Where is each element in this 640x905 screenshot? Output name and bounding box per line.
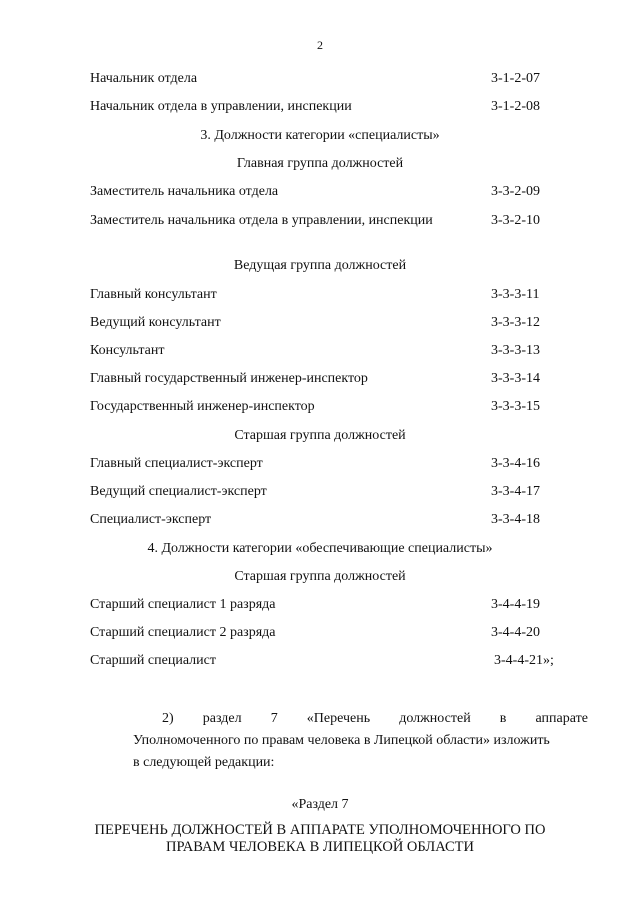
position-name: Заместитель начальника отдела в управлении, инспекции [90,213,433,228]
paragraph-word: 2) [162,711,174,726]
position-code: 3-4-4-21»; [494,653,554,668]
paragraph-line: Уполномоченного по правам человека в Липецкой области» изложить [133,733,550,748]
position-code: 3-4-4-20 [491,625,540,640]
position-code: 3-4-4-19 [491,597,540,612]
group-heading: Главная группа должностей [236,156,404,171]
position-code: 3-3-4-17 [491,484,540,499]
position-name: Главный специалист-эксперт [90,456,263,471]
section-title: ПРАВАМ ЧЕЛОВЕКА В ЛИПЕЦКОЙ ОБЛАСТИ [166,839,474,855]
section-heading: 3. Должности категории «специалисты» [200,128,440,143]
section-title: ПЕРЕЧЕНЬ ДОЛЖНОСТЕЙ В АППАРАТЕ УПОЛНОМОЧЕННОГО ПО [94,822,546,838]
position-name: Старший специалист 2 разряда [90,625,276,640]
position-name: Старший специалист 1 разряда [90,597,276,612]
position-name: Главный государственный инженер-инспектор [90,371,368,386]
section-label: «Раздел 7 [291,797,349,812]
position-name: Начальник отдела в управлении, инспекции [90,99,352,114]
section-heading: 4. Должности категории «обеспечивающие специалисты» [147,541,493,556]
position-name: Консультант [90,343,165,358]
position-code: 3-3-3-15 [491,399,540,414]
paragraph-word: 7 [270,711,278,726]
position-name: Старший специалист [90,653,216,668]
position-name: Главный консультант [90,287,217,302]
position-code: 3-3-2-10 [491,213,540,228]
position-name: Государственный инженер-инспектор [90,399,315,414]
position-name: Специалист-эксперт [90,512,212,527]
group-heading: Старшая группа должностей [234,428,406,443]
position-name: Ведущий консультант [90,315,221,330]
position-code: 3-3-4-16 [491,456,540,471]
position-code: 3-3-3-11 [491,287,540,302]
paragraph-line [162,710,588,727]
position-code: 3-1-2-07 [491,71,540,86]
position-code: 3-1-2-08 [491,99,540,114]
page-number: 2 [317,38,323,52]
paragraph-word: раздел [202,711,242,726]
position-code: 3-3-3-12 [491,315,540,330]
paragraph-word: аппарате [535,711,588,726]
position-name: Начальник отдела [90,71,198,86]
position-code: 3-3-2-09 [491,184,540,199]
paragraph-word: «Перечень [306,711,371,726]
paragraph-word: в [499,711,507,726]
position-code: 3-3-4-18 [491,512,540,527]
position-code: 3-3-3-13 [491,343,540,358]
group-heading: Старшая группа должностей [234,569,406,584]
position-name: Ведущий специалист-эксперт [90,484,267,499]
group-heading: Ведущая группа должностей [233,258,407,273]
paragraph-word: должностей [399,711,471,726]
position-code: 3-3-3-14 [491,371,540,386]
position-name: Заместитель начальника отдела [90,184,279,199]
paragraph-line: в следующей редакции: [133,755,275,770]
